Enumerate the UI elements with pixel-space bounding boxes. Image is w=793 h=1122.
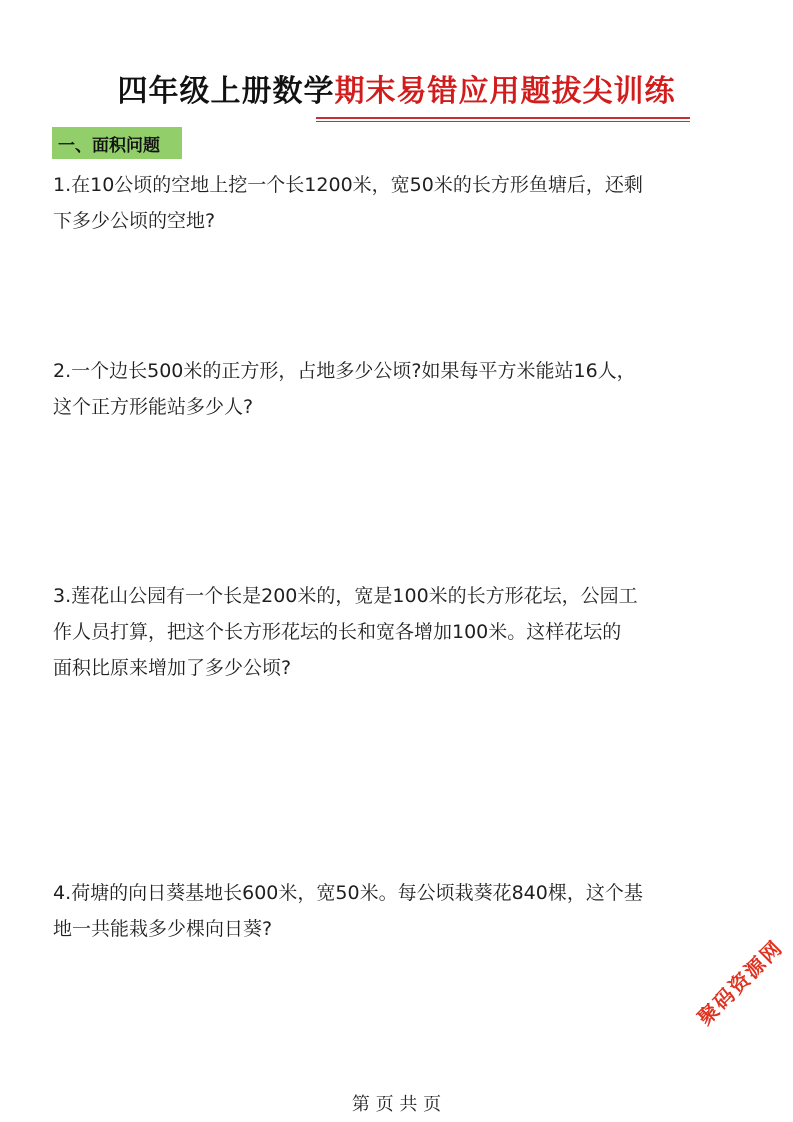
page-footer: 第 页 共 页: [351, 1094, 442, 1115]
section-header: [52, 127, 182, 159]
question-line: 作人员打算，把这个长方形花坛的长和宽各增加100米。这样花坛的: [53, 621, 622, 643]
question-line: 下多少公顷的空地?: [53, 210, 216, 232]
title-red-part: 期末易错应用题拔尖训练: [334, 74, 676, 109]
watermark: 聚码资源网: [692, 935, 788, 1030]
question-line: 面积比原来增加了多少公顷?: [53, 657, 292, 679]
title-underline-thin: [316, 121, 690, 122]
page-title: [0, 70, 793, 114]
question-3: [53, 578, 743, 686]
section-label: 一、面积问题: [58, 136, 160, 156]
question-line: 2.一个边长500米的正方形，占地多少公顷?如果每平方米能站16人，: [53, 360, 636, 382]
question-4: [53, 875, 743, 947]
question-2: [53, 353, 743, 425]
question-line: 1.在10公顷的空地上挖一个长1200米，宽50米的长方形鱼塘后，还剩: [53, 174, 643, 196]
question-1: [53, 167, 743, 239]
title-underline: [316, 117, 690, 119]
question-line: 4.荷塘的向日葵基地长600米，宽50米。每公顷栽葵花840棵，这个基: [53, 882, 643, 904]
question-line: 地一共能栽多少棵向日葵?: [53, 918, 273, 940]
question-line: 3.莲花山公园有一个长是200米的，宽是100米的长方形花坛，公园工: [53, 585, 638, 607]
title-black-part: 四年级上册数学: [117, 74, 335, 109]
question-line: 这个正方形能站多少人?: [53, 396, 254, 418]
